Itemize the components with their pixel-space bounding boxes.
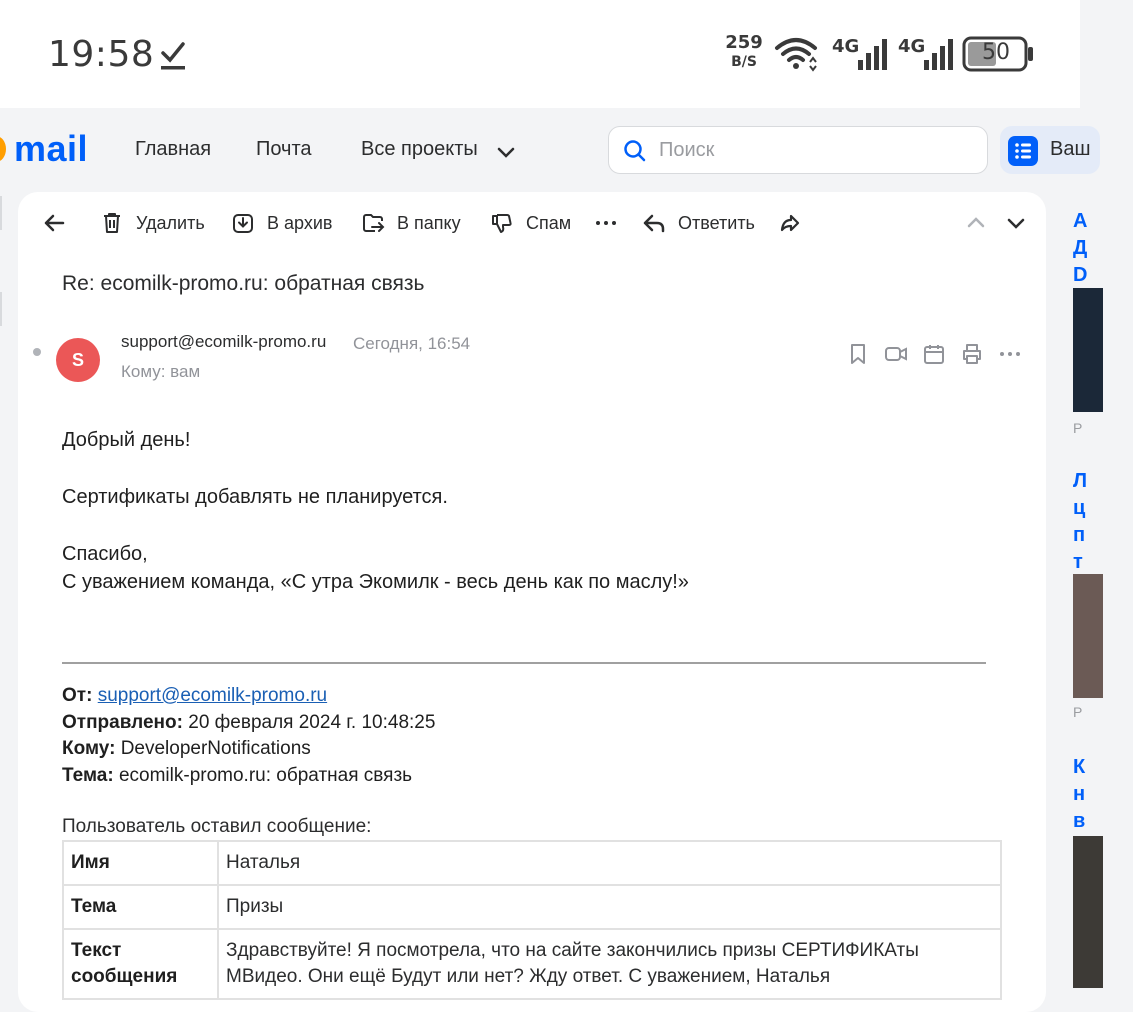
wifi-icon <box>774 36 818 72</box>
forward-button[interactable] <box>778 210 814 236</box>
quoted-from-link[interactable]: support@ecomilk-promo.ru <box>97 685 328 706</box>
chevron-up-icon <box>964 211 988 235</box>
spam-button[interactable]: Спам <box>490 210 571 236</box>
calendar-icon[interactable] <box>922 342 946 366</box>
greeting: Добрый день! <box>62 429 191 451</box>
more-actions-button[interactable] <box>594 210 630 236</box>
logo-at-icon <box>0 136 6 162</box>
message-actions <box>846 342 1026 366</box>
message-card <box>18 192 1046 1012</box>
arrow-left-icon <box>42 211 66 235</box>
archive-button[interactable]: В архив <box>231 210 332 236</box>
rail-item-image[interactable] <box>1073 574 1103 698</box>
search-icon <box>623 139 647 163</box>
search-placeholder: Поиск <box>659 139 715 161</box>
download-done-icon <box>158 38 188 72</box>
avatar: S <box>56 338 100 382</box>
form-intro: Пользователь оставил сообщение: <box>62 816 372 837</box>
rail-item-title[interactable]: К н в <box>1073 756 1086 832</box>
bookmark-icon[interactable] <box>846 342 870 366</box>
sidebar-edge <box>0 196 4 326</box>
next-message-button[interactable] <box>1004 210 1040 236</box>
chevron-down-icon <box>1004 211 1028 235</box>
network-speed: 259 B/S <box>725 32 763 70</box>
archive-icon <box>231 211 255 235</box>
apps-button[interactable]: Ваш <box>1000 126 1100 174</box>
network-type-2: 4G <box>898 36 926 57</box>
network-type-1: 4G <box>832 36 860 57</box>
folder-move-icon <box>361 211 385 235</box>
signoff: Спасибо, <box>62 543 148 565</box>
news-rail <box>1060 192 1088 988</box>
nav-all-projects[interactable]: Все проекты <box>361 138 478 160</box>
battery-level: 50 <box>982 40 1010 65</box>
rail-item-title[interactable]: Л ц п т <box>1073 470 1088 573</box>
reply-icon <box>642 211 666 235</box>
message-date: Сегодня, 16:54 <box>353 334 471 353</box>
rail-item-title[interactable]: А Д D <box>1073 210 1088 286</box>
table-value: Наталья <box>218 841 1001 885</box>
nav-home[interactable]: Главная <box>135 138 212 160</box>
body-paragraph: Сертификаты добавлять не планируется. <box>62 486 448 508</box>
recipient-line[interactable]: Кому: вам <box>121 362 201 381</box>
thumbs-down-icon <box>490 211 514 235</box>
table-key: Имя <box>63 841 218 885</box>
nav-mail[interactable]: Почта <box>256 138 312 160</box>
previous-message-button[interactable] <box>964 210 1000 236</box>
list-icon <box>1008 136 1038 166</box>
back-button[interactable] <box>42 210 78 236</box>
signal-bars-icon <box>922 38 956 70</box>
table-key: Тема <box>63 885 218 929</box>
table-row <box>63 841 1001 885</box>
more-horizontal-icon[interactable] <box>998 342 1022 366</box>
delete-button[interactable]: Удалить <box>100 210 205 236</box>
chevron-down-icon[interactable] <box>496 142 516 162</box>
table-value: Призы <box>218 885 1001 929</box>
signal-bars-icon <box>856 38 890 70</box>
message-subject: Re: ecomilk-promo.ru: обратная связь <box>62 272 425 295</box>
table-value: Здравствуйте! Я посмотрела, что на сайте закончились призы СЕРТИФИКАты МВидео. Они ещё Будут или нет? Жду ответ. С уважением, Наталья <box>218 929 1001 999</box>
search-input[interactable] <box>608 126 988 174</box>
more-horizontal-icon <box>594 211 618 235</box>
unread-dot[interactable] <box>33 348 41 356</box>
quoted-headers: От: support@ecomilk-promo.ru Отправлено: 20 февраля 2024 г. 10:48:25 Кому: DeveloperNotifications Тема: ecomilk-promo.ru: обратная связь <box>62 685 436 786</box>
rail-item-image[interactable] <box>1073 836 1103 988</box>
print-icon[interactable] <box>960 342 984 366</box>
message-toolbar <box>18 192 1046 252</box>
quote-divider <box>62 662 986 664</box>
move-to-folder-button[interactable]: В папку <box>361 210 461 236</box>
signature: С уважением команда, «С утра Экомилк - весь день как по маслу!» <box>62 571 689 593</box>
top-nav: mail Главная Почта Все проекты Поиск Ваш <box>0 108 1080 192</box>
reply-button[interactable]: Ответить <box>642 210 755 236</box>
table-row <box>63 929 1001 999</box>
video-call-icon[interactable] <box>884 342 908 366</box>
sender-address[interactable]: support@ecomilk-promo.ru <box>121 332 327 351</box>
clock: 19:58 <box>48 34 155 75</box>
rail-item-source: Р <box>1073 420 1083 436</box>
table-row <box>63 885 1001 929</box>
forward-icon <box>778 211 802 235</box>
table-key: Текст сообщения <box>63 929 218 999</box>
status-bar <box>0 0 1080 108</box>
form-table <box>62 840 1002 1000</box>
rail-item-image[interactable] <box>1073 288 1103 412</box>
message-body <box>62 426 1002 596</box>
rail-item-source: Р <box>1073 704 1083 720</box>
trash-icon <box>100 211 124 235</box>
